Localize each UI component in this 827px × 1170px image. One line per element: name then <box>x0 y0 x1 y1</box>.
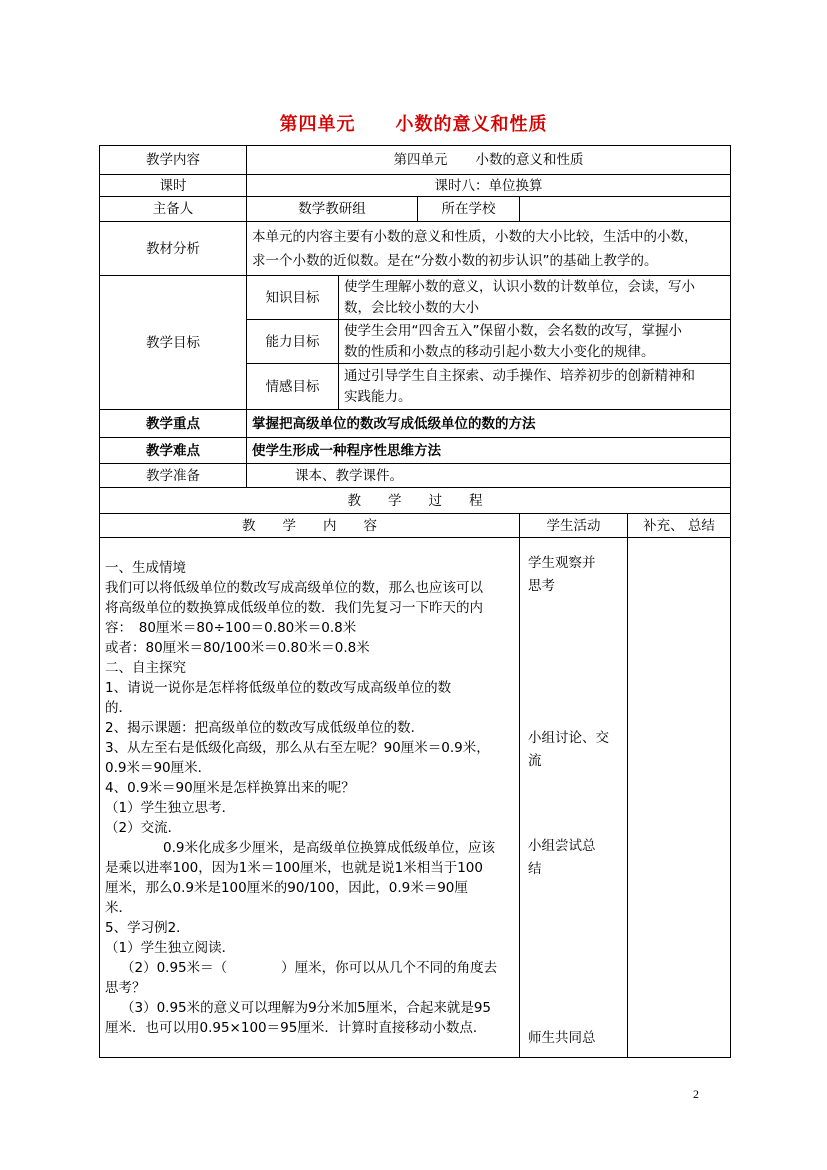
process-activity <box>520 538 628 1058</box>
label-period: 课时 <box>100 175 247 197</box>
analysis-line-1: 本单元的内容主要有小数的意义和性质，小数的大小比较，生活中的小数， <box>252 228 698 245</box>
analysis-line-2: 求一个小数的近似数。是在“分数小数的初步认识”的基础上教学的。 <box>252 252 658 269</box>
content-line: 0.9米化成多少厘米，是高级单位换算成低级单位，应该 <box>163 839 495 856</box>
label-emotion: 情感目标 <box>247 364 339 410</box>
content-line: 我们可以将低级单位的数改写成高级单位的数，那么也应该可以 <box>105 579 483 596</box>
label-prep: 教学准备 <box>100 464 247 488</box>
content-line: 一、生成情境 <box>105 559 186 576</box>
process-notes <box>628 538 731 1058</box>
value-key: 掌握把高级单位的数改写成低级单位的数的方法 <box>247 410 731 438</box>
row-process-header <box>100 488 731 514</box>
page-title <box>0 110 827 136</box>
activity-item: 学生观察并 思考 <box>528 555 596 594</box>
row-difficulty <box>100 438 731 464</box>
content-line: 5、学习例2． <box>105 919 190 936</box>
label-school: 所在学校 <box>418 197 520 222</box>
content-line: 厘米，那么0.9米是100厘米的90/100，因此，0.9米＝90厘 <box>105 879 468 896</box>
row-goal-knowledge <box>100 276 731 320</box>
value-prep: 课本、教学课件。 <box>247 464 731 488</box>
lesson-plan-table <box>99 145 731 1058</box>
value-emotion: 通过引导学生自主探索、动手操作、培养初步的创新精神和 实践能力。 <box>339 364 731 410</box>
content-line: （1）学生独立阅读． <box>105 939 236 956</box>
content-line: 或者：80厘米＝80/100米＝0.80米＝0.8米 <box>105 639 370 656</box>
content-line: 是乘以进率100，因为1米＝100厘米，也就是说1米相当于100 <box>105 859 483 876</box>
value-preparer: 数学教研组 <box>247 197 418 222</box>
content-line: （2）交流． <box>105 819 182 836</box>
value-analysis <box>247 222 731 276</box>
label-goals: 教学目标 <box>100 276 247 410</box>
label-preparer: 主备人 <box>100 197 247 222</box>
content-line: 思考？ <box>105 979 146 996</box>
page-number: 2 <box>693 1087 699 1101</box>
label-content: 教学内容 <box>100 146 247 175</box>
col-header-activity: 学生活动 <box>520 514 628 538</box>
col-header-content: 教 学 内 容 <box>100 514 520 538</box>
content-line: （2）0.95米＝（ ）厘米，你可以从几个不同的角度去 <box>121 959 498 976</box>
activity-item: 小组讨论、交 流 <box>528 730 609 769</box>
value-content: 第四单元 小数的意义和性质 <box>247 146 731 175</box>
title-unit: 第四单元 <box>279 114 356 135</box>
content-line: 二、自主探究 <box>105 659 186 676</box>
content-line: 米． <box>105 899 132 916</box>
value-period: 课时八：单位换算 <box>247 175 731 197</box>
content-line: 容： 80厘米＝80÷100＝0.80米＝0.8米 <box>105 619 357 636</box>
value-difficulty: 使学生形成一种程序性思维方法 <box>247 438 731 464</box>
row-content <box>100 146 731 175</box>
row-column-headers <box>100 514 731 538</box>
label-difficulty: 教学难点 <box>100 438 247 464</box>
activity-item: 小组尝试总 结 <box>528 838 596 877</box>
label-ability: 能力目标 <box>247 320 339 364</box>
process-content <box>100 538 520 1058</box>
content-line: 2、揭示课题：把高级单位的数改写成低级单位的数． <box>105 719 425 736</box>
value-knowledge: 使学生理解小数的意义，认识小数的计数单位，会读，写小 数，会比较小数的大小 <box>339 276 731 320</box>
content-line: 将高级单位的数换算成低级单位的数．我们先复习一下昨天的内 <box>105 599 483 616</box>
content-line: 的． <box>105 699 132 716</box>
row-preparer <box>100 197 731 222</box>
value-school <box>520 197 731 222</box>
row-key <box>100 410 731 438</box>
content-line: 4、0.9米＝90厘米是怎样换算出来的呢？ <box>105 779 355 796</box>
label-analysis: 教材分析 <box>100 222 247 276</box>
content-line: 3、从左至右是低级化高级，那么从右至左呢？90厘米＝0.9米， <box>105 739 490 756</box>
content-line: （1）学生独立思考． <box>105 799 236 816</box>
col-header-notes: 补充、 总结 <box>628 514 731 538</box>
row-process-body <box>100 538 731 1058</box>
content-line: 0.9米＝90厘米． <box>105 759 212 776</box>
value-ability: 使学生会用“四舍五入”保留小数，会名数的改写，掌握小 数的性质和小数点的移动引起小数大小变化的规律。 <box>339 320 731 364</box>
row-analysis <box>100 222 731 276</box>
label-knowledge: 知识目标 <box>247 276 339 320</box>
row-period <box>100 175 731 197</box>
row-prep <box>100 464 731 488</box>
label-key: 教学重点 <box>100 410 247 438</box>
title-topic: 小数的意义和性质 <box>395 114 548 135</box>
content-line: 1、请说一说你是怎样将低级单位的数改写成高级单位的数 <box>105 679 452 696</box>
activity-item: 师生共同总 <box>528 1030 596 1046</box>
process-header: 教 学 过 程 <box>100 488 731 514</box>
content-line: 厘米．也可以用0.95×100＝95厘米．计算时直接移动小数点． <box>105 1019 487 1036</box>
content-line: （3）0.95米的意义可以理解为9分米加5厘米，合起来就是95 <box>121 999 492 1016</box>
